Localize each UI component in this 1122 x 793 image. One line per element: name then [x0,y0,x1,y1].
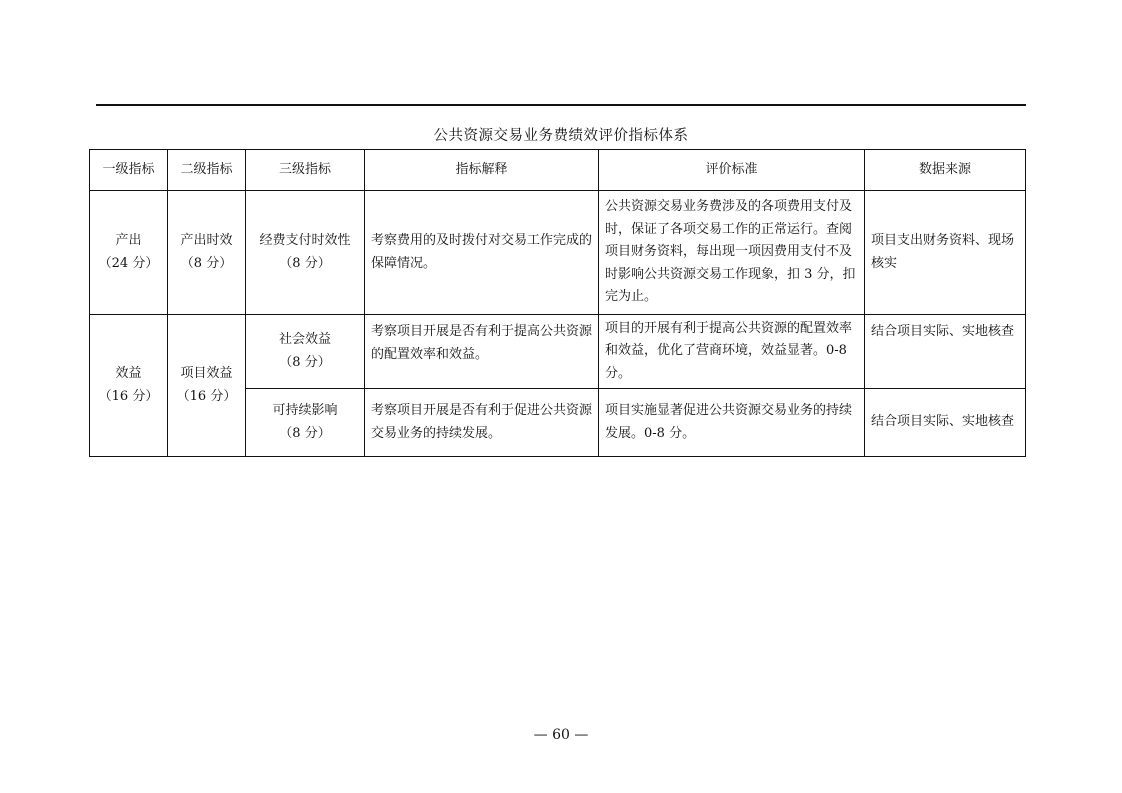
explanation-cell: 考察费用的及时拨付对交易工作完成的保障情况。 [365,191,599,315]
level1-name: 产出 [115,233,142,248]
table-row [90,191,1026,315]
level3-name: 可持续影响 [272,403,338,418]
level1-score: （24 分） [98,255,159,271]
level3-score: （8 分） [279,425,331,441]
level2-name: 产出时效 [180,233,233,248]
level1-score: （16 分） [98,388,159,404]
explanation-cell: 考察项目开展是否有利于促进公共资源交易业务的持续发展。 [365,389,599,457]
level3-score: （8 分） [279,354,331,370]
standard-cell: 公共资源交易业务费涉及的各项费用支付及时，保证了各项交易工作的正常运行。查阅项目财务资料，每出现一项因费用支付不及时影响公共资源交易工作现象，扣 3 分，扣完为止。 [599,191,865,315]
level2-score: （8 分） [180,255,233,271]
explanation-cell: 考察项目开展是否有利于提高公共资源的配置效率和效益。 [365,315,599,389]
source-cell: 结合项目实际、实地核查 [865,389,1026,457]
header-explanation: 指标解释 [365,150,599,191]
level3-cell [246,315,365,389]
level3-cell [246,389,365,457]
level1-cell [90,191,168,315]
indicator-table [89,149,1026,457]
level2-score: （16 分） [176,388,237,404]
header-level3: 三级指标 [246,150,365,191]
table-row [90,315,1026,389]
level2-cell [168,191,246,315]
table-title: 公共资源交易业务费绩效评价指标体系 [433,128,689,144]
level2-name: 项目效益 [180,366,233,381]
header-level1: 一级指标 [90,150,168,191]
header-level2: 二级指标 [168,150,246,191]
level2-cell [168,315,246,457]
standard-cell: 项目实施显著促进公共资源交易业务的持续发展。0-8 分。 [599,389,865,457]
level1-cell [90,315,168,457]
level3-cell [246,191,365,315]
table-header-row [90,150,1026,191]
header-rule [96,104,1026,106]
header-source: 数据来源 [865,150,1026,191]
level3-score: （8 分） [279,255,331,271]
level3-name: 经费支付时效性 [259,233,351,248]
standard-cell: 项目的开展有利于提高公共资源的配置效率和效益，优化了营商环境，效益显著。0-8 分。 [599,315,865,389]
page-number: — 60 — [533,727,589,743]
level3-name: 社会效益 [278,332,331,347]
level1-name: 效益 [115,366,142,381]
header-standard: 评价标准 [599,150,865,191]
source-cell: 结合项目实际、实地核查 [865,315,1026,389]
source-cell: 项目支出财务资料、现场核实 [865,191,1026,315]
